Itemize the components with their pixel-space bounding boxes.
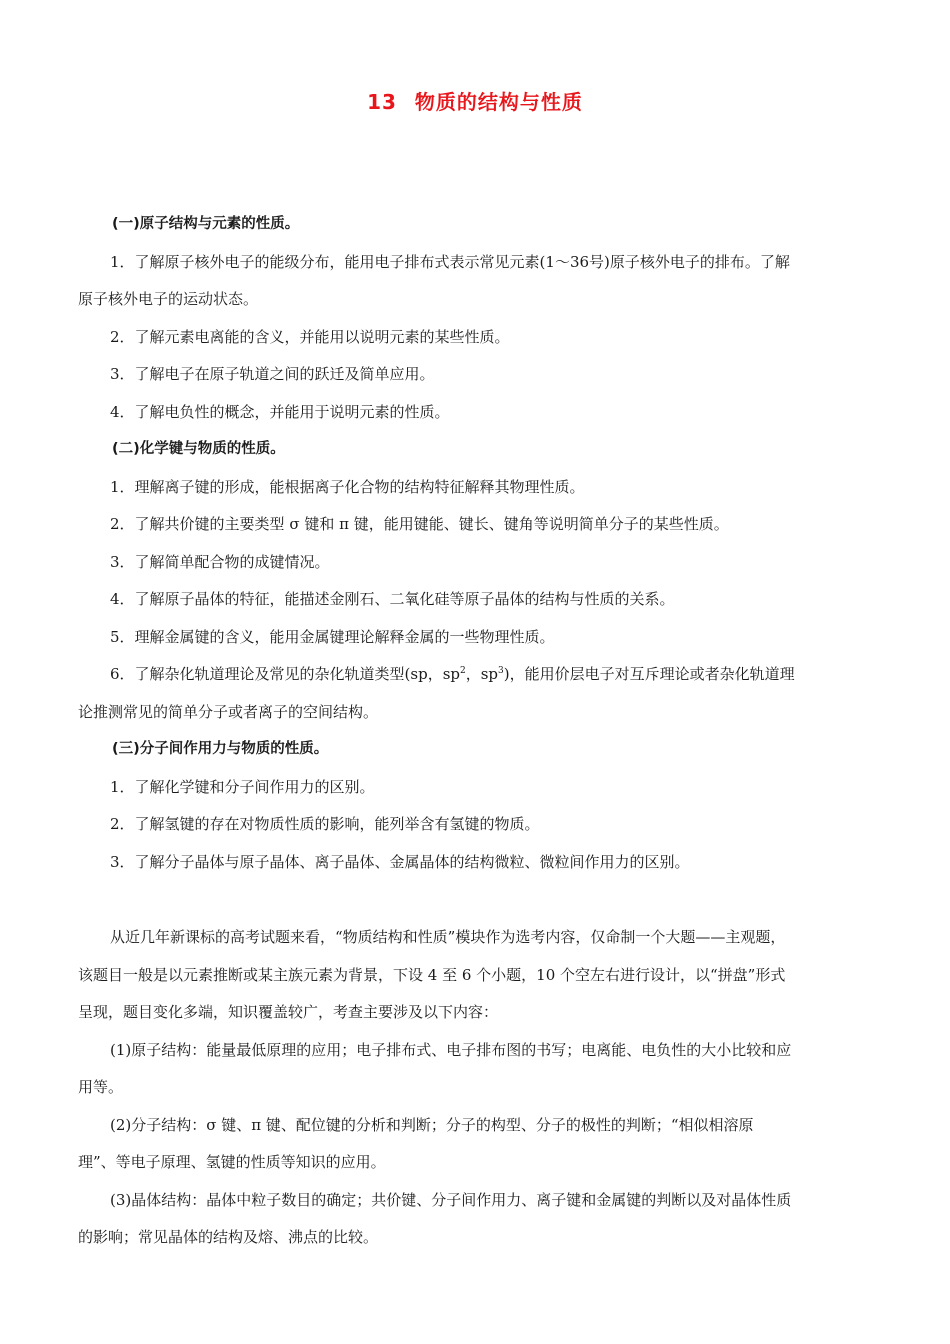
- title-text: 物质的结构与性质: [414, 90, 583, 114]
- section-heading-2: (二)化学键与物质的性质。: [112, 441, 285, 457]
- document-body: [78, 206, 874, 1257]
- superscript: 2: [460, 666, 466, 676]
- list-item: 3．了解分子晶体与原子晶体、离子晶体、金属晶体的结构微粒、微粒间作用力的区别。: [110, 852, 690, 871]
- list-item-continuation: 原子核外电子的运动状态。: [78, 290, 259, 308]
- list-item: 1．了解原子核外电子的能级分布，能用电子排布式表示常见元素(1～36号)原子核外电子的排布。了解: [110, 252, 790, 271]
- title-number: 13: [367, 90, 397, 114]
- list-item: 4．了解电负性的概念，并能用于说明元素的性质。: [110, 402, 450, 421]
- item-text: ，sp: [465, 665, 499, 683]
- list-item: 3．了解简单配合物的成键情况。: [110, 552, 330, 571]
- list-item-continuation: 论推测常见的简单分子或者离子的空间结构。: [78, 702, 379, 721]
- list-item: 2．了解元素电离能的含义，并能用以说明元素的某些性质。: [110, 327, 510, 346]
- list-item: 1．了解化学键和分子间作用力的区别。: [110, 777, 375, 796]
- list-item: 5．理解金属键的含义，能用金属键理论解释金属的一些物理性质。: [110, 627, 555, 646]
- point-3-continuation: 的影响；常见晶体的结构及熔、沸点的比较。: [78, 1228, 379, 1246]
- point-1-continuation: 用等。: [78, 1078, 124, 1096]
- page-title: [0, 86, 950, 115]
- item-text: )，能用价层电子对互斥理论或者杂化轨道理: [503, 665, 795, 683]
- list-item: [78, 656, 874, 694]
- list-item: 4．了解原子晶体的特征，能描述金刚石、二氧化硅等原子晶体的结构与性质的关系。: [110, 590, 675, 608]
- list-item: 3．了解电子在原子轨道之间的跃迁及简单应用。: [110, 365, 435, 383]
- list-item: 2．了解共价键的主要类型 σ 键和 π 键，能用键能、键长、键角等说明简单分子的某些性质。: [110, 515, 729, 533]
- superscript: 3: [498, 666, 504, 676]
- section-heading-3: (三)分子间作用力与物质的性质。: [112, 741, 329, 757]
- point-1: (1)原子结构：能量最低原理的应用；电子排布式、电子排布图的书写；电离能、电负性的大小比较和应: [110, 1040, 792, 1059]
- point-3: (3)晶体结构：晶体中粒子数目的确定；共价键、分子间作用力、离子键和金属键的判断以及对晶体性质: [110, 1190, 792, 1209]
- point-2-continuation: 理”、等电子原理、氢键的性质等知识的应用。: [78, 1153, 386, 1171]
- point-2: (2)分子结构：σ 键、π 键、配位键的分析和判断；分子的构型、分子的极性的判断；“相似相溶原: [110, 1115, 754, 1134]
- paragraph-line: 呈现，题目变化多端，知识覆盖较广，考查主要涉及以下内容：: [78, 1003, 499, 1021]
- list-item: 1．理解离子键的形成，能根据离子化合物的结构特征解释其物理性质。: [110, 477, 585, 496]
- paragraph-line: 从近几年新课标的高考试题来看，“物质结构和性质”模块作为选考内容，仅命制一个大题——主观题，: [110, 928, 786, 946]
- spacer: [78, 881, 874, 919]
- section-heading-1: (一)原子结构与元素的性质。: [112, 216, 300, 232]
- list-item: 2．了解氢键的存在对物质性质的影响，能列举含有氢键的物质。: [110, 815, 540, 833]
- paragraph-line: 该题目一般是以元素推断或某主族元素为背景，下设 4 至 6 个小题，10 个空左右进行设计，以“拼盘”形式: [78, 965, 786, 984]
- item-text: 6．了解杂化轨道理论及常见的杂化轨道类型(sp，sp: [110, 665, 460, 683]
